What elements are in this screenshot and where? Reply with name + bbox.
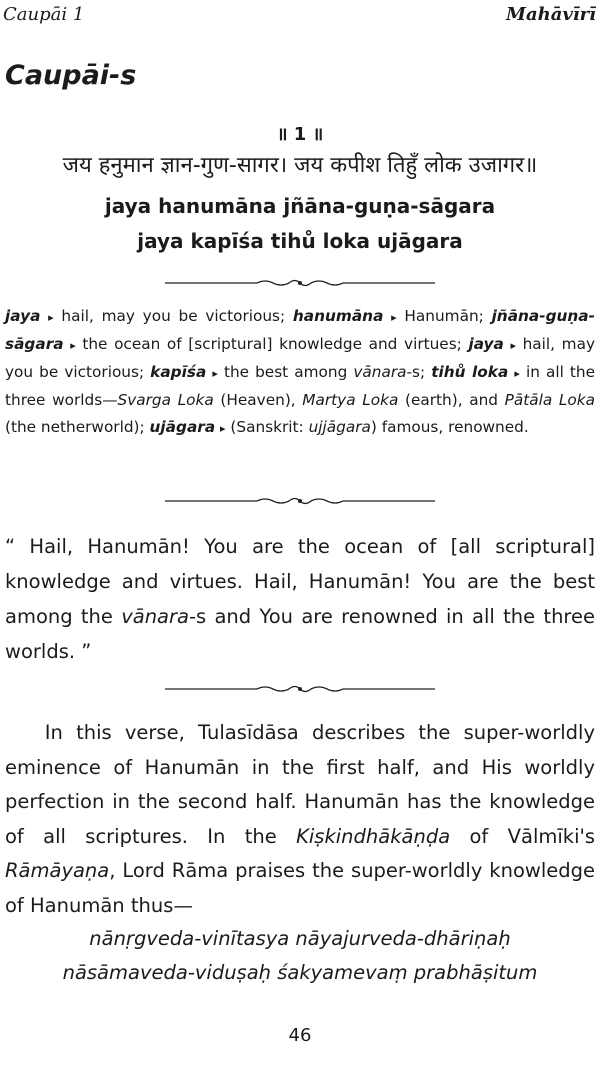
arrow-icon: ▸ — [48, 311, 54, 324]
commentary-text: of Vālmīki's — [450, 824, 596, 848]
page-number: 46 — [288, 1025, 312, 1046]
verse-transliteration-line-2: jaya kapīśa tihů loka ujāgara — [137, 229, 463, 253]
commentary-italic: Kiṣkindhākāṇḍa — [296, 824, 451, 848]
running-header-left: Caupāi 1 — [3, 4, 85, 25]
gloss-italic: Pātāla Loka — [504, 391, 595, 409]
gloss-term: jaya — [5, 307, 41, 325]
gloss-definition: Hanumān; — [396, 307, 492, 325]
ornament-divider — [0, 494, 600, 508]
gloss-definition: (Sanskrit: — [225, 418, 309, 436]
gloss-term: jñāna-guṇa-sāgara — [5, 307, 595, 353]
gloss-italic: ujjāgara — [308, 418, 371, 436]
gloss-definition: in all the three worlds— — [5, 363, 595, 409]
gloss-term: tihů loka — [431, 363, 509, 381]
verse-devanagari: जय हनुमान ज्ञान-गुण-सागर। जय कपीश तिहुँ लोक उजागर॥ — [62, 153, 538, 178]
close-quote-mark: ” — [81, 640, 92, 663]
gloss-definition: (the netherworld); — [5, 418, 150, 436]
gloss-term: jaya — [468, 335, 504, 353]
sanskrit-quote-line-1: nānṛgveda-vinītasya nāyajurveda-dhāriṇaḥ — [89, 927, 511, 950]
gloss-term: kapīśa — [150, 363, 207, 381]
translation-text: -s and You are renowned in all the three worlds. — [5, 605, 596, 663]
arrow-icon: ▸ — [220, 422, 226, 435]
commentary-italic: Rāmāyaṇa — [5, 859, 110, 882]
arrow-icon: ▸ — [70, 339, 76, 352]
commentary-text: , Lord Rāma praises the super-worldly knowledge of Hanumān thus— — [5, 859, 595, 917]
ornament-divider — [0, 276, 600, 290]
gloss-italic: vānara — [353, 363, 407, 381]
gloss-definition: the ocean of [scriptural] knowledge and virtues; — [75, 335, 469, 353]
section-title: Caupāi-s — [5, 60, 137, 91]
sanskrit-quote-line-2: nāsāmaveda-viduṣaḥ śakyamevaṃ prabhāṣitum — [62, 961, 538, 984]
translation-italic: vānara — [121, 605, 189, 628]
gloss-term: hanumāna — [292, 307, 384, 325]
arrow-icon: ▸ — [391, 311, 397, 324]
running-header-right: Mahāvīrī — [506, 4, 596, 25]
gloss-italic: Svarga Loka — [117, 391, 214, 409]
gloss-definition: ) famous, renowned. — [370, 418, 529, 436]
arrow-icon: ▸ — [212, 367, 218, 380]
translation-paragraph — [5, 529, 595, 669]
gloss-definition: the best among — [217, 363, 354, 381]
gloss-italic: Martya Loka — [302, 391, 399, 409]
gloss-definition: (Heaven), — [213, 391, 303, 409]
commentary-text: In this verse, Tulasīdāsa describes the super-worldly eminence of Hanumān in the first half, and His worldly perfection in the second half. Hanumān has the knowledge of all scriptures. In the — [5, 721, 595, 848]
gloss-definition: -s; — [406, 363, 432, 381]
word-gloss — [5, 303, 595, 442]
open-quote-mark: “ — [5, 535, 16, 558]
gloss-definition: hail, may you be victorious; — [53, 307, 293, 325]
arrow-icon: ▸ — [514, 367, 520, 380]
commentary-paragraph — [5, 716, 595, 923]
gloss-definition: hail, may you be victorious; — [5, 335, 595, 381]
verse-transliteration-line-1: jaya hanumāna jñāna-guṇa-sāgara — [104, 194, 496, 218]
ornament-divider — [0, 682, 600, 696]
gloss-definition: (earth), and — [398, 391, 505, 409]
verse-number: ॥ 1 ॥ — [276, 124, 324, 145]
translation-text: Hail, Hanumān! You are the ocean of [all scriptural] knowledge and virtues. Hail, Hanumān! You are the best among the — [5, 535, 595, 628]
gloss-term: ujāgara — [149, 418, 216, 436]
arrow-icon: ▸ — [510, 339, 516, 352]
